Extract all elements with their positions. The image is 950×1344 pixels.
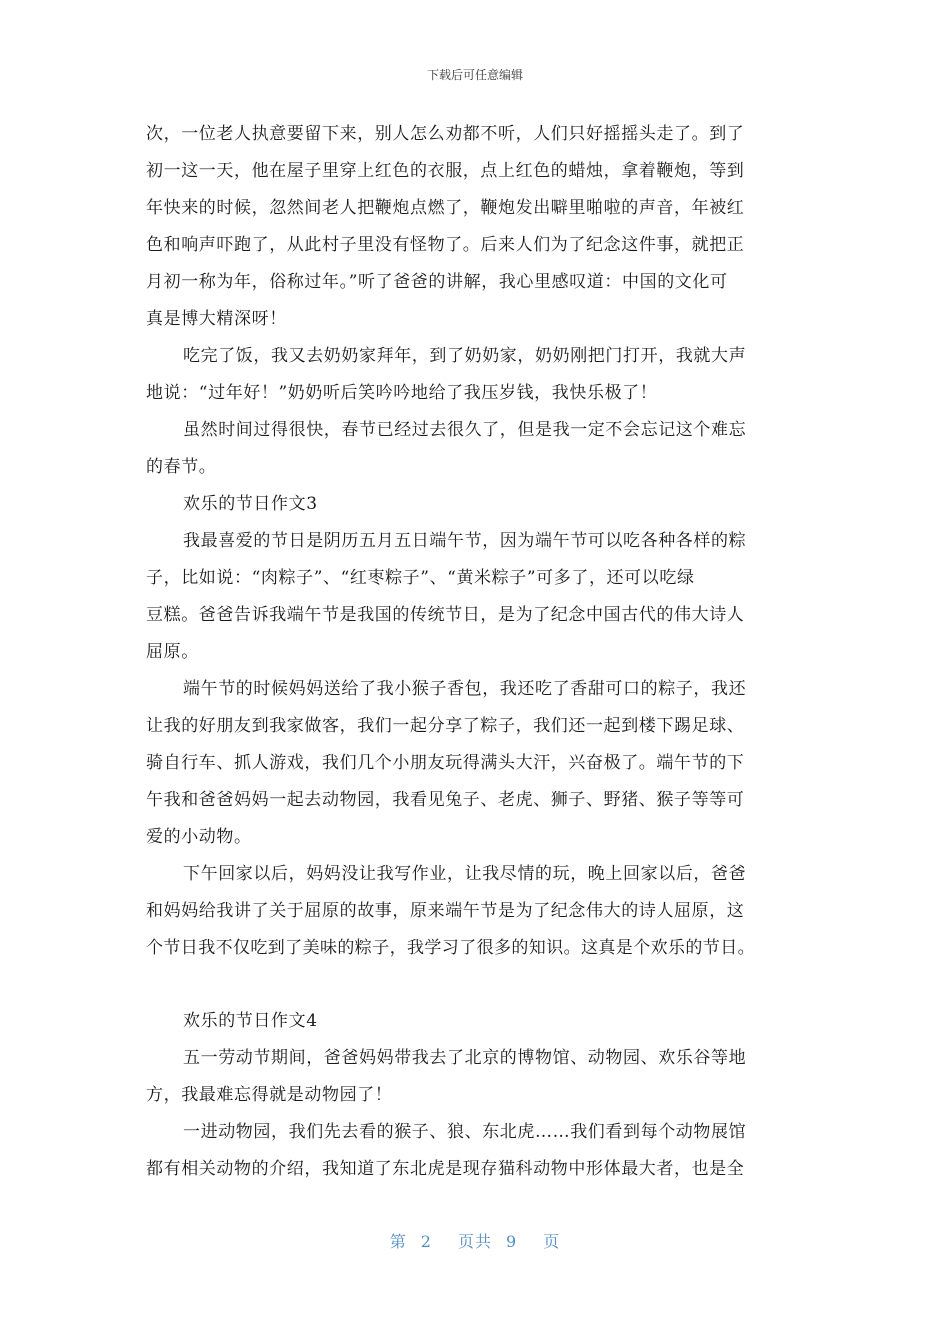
text-line: 年快来的时候，忽然间老人把鞭炮点燃了，鞭炮发出噼里啪啦的声音，年被红 [146,198,745,218]
text-line: 初一这一天，他在屋子里穿上红色的衣服，点上红色的蜡烛，拿着鞭炮，等到 [146,161,745,181]
text-line: 真是博大精深呀！ [146,309,287,329]
text-line: 月初一称为年，俗称过年。”听了爸爸的讲解，我心里感叹道：中国的文化可 [146,272,728,292]
text-line: 地说：“过年好！”奶奶听后笑吟吟地给了我压岁钱，我快乐极了！ [146,383,658,403]
footer-mid: 页共 [457,1232,492,1251]
section-heading: 欢乐的节日作文3 [183,494,318,514]
text-line: 豆糕。爸爸告诉我端午节是我国的传统节日，是为了纪念中国古代的伟大诗人 [146,605,745,625]
text-line: 午我和爸爸妈妈一起去动物园，我看见兔子、老虎、狮子、野猪、猴子等等可 [146,790,745,810]
text-line: 次，一位老人执意要留下来，别人怎么劝都不听，人们只好摇摇头走了。到了 [146,124,745,144]
text-line: 虽然时间过得很快，春节已经过去很久了，但是我一定不会忘记这个难忘 [183,420,747,440]
text-line: 色和响声吓跑了，从此村子里没有怪物了。后来人们为了纪念这件事，就把正 [146,235,745,255]
section-heading: 欢乐的节日作文4 [183,1011,318,1031]
text-line: 一进动物园，我们先去看的猴子、狼、东北虎……我们看到每个动物展馆 [183,1122,747,1142]
text-line: 的春节。 [146,457,217,477]
text-line: 吃完了饭，我又去奶奶家拜年，到了奶奶家，奶奶刚把门打开，我就大声 [183,346,747,366]
footer-page-number: 2 [420,1232,432,1251]
text-line: 都有相关动物的介绍，我知道了东北虎是现存猫科动物中形体最大者，也是全 [146,1159,745,1179]
footer-suffix: 页 [543,1232,561,1251]
text-line: 爱的小动物。 [146,827,252,847]
text-line: 让我的好朋友到我家做客，我们一起分享了粽子，我们还一起到楼下踢足球、 [146,716,745,736]
page-header: 下载后可任意编辑 [426,68,523,82]
text-line: 和妈妈给我讲了关于屈原的故事，原来端午节是为了纪念伟大的诗人屈原，这 [146,901,745,921]
footer-total-pages: 9 [506,1232,518,1251]
text-line: 我最喜爱的节日是阴历五月五日端午节，因为端午节可以吃各种各样的粽 [183,531,747,551]
text-line: 骑自行车、抓人游戏，我们几个小朋友玩得满头大汗，兴奋极了。端午节的下 [146,753,745,773]
text-line: 屈原。 [146,642,199,662]
text-line: 子，比如说：“肉粽子”、“红枣粽子”、“黄米粽子”可多了，还可以吃绿 [146,568,695,588]
page-footer [0,1229,950,1252]
text-line: 下午回家以后，妈妈没让我写作业，让我尽情的玩，晚上回家以后，爸爸 [183,864,747,884]
text-line: 端午节的时候妈妈送给了我小猴子香包，我还吃了香甜可口的粽子，我还 [183,679,747,699]
text-line: 方，我最难忘得就是动物园了！ [146,1085,393,1105]
text-line: 个节日我不仅吃到了美味的粽子，我学习了很多的知识。这真是个欢乐的节日。 [146,938,755,958]
text-line: 五一劳动节期间，爸爸妈妈带我去了北京的博物馆、动物园、欢乐谷等地 [183,1048,747,1068]
footer-prefix: 第 [389,1232,407,1251]
